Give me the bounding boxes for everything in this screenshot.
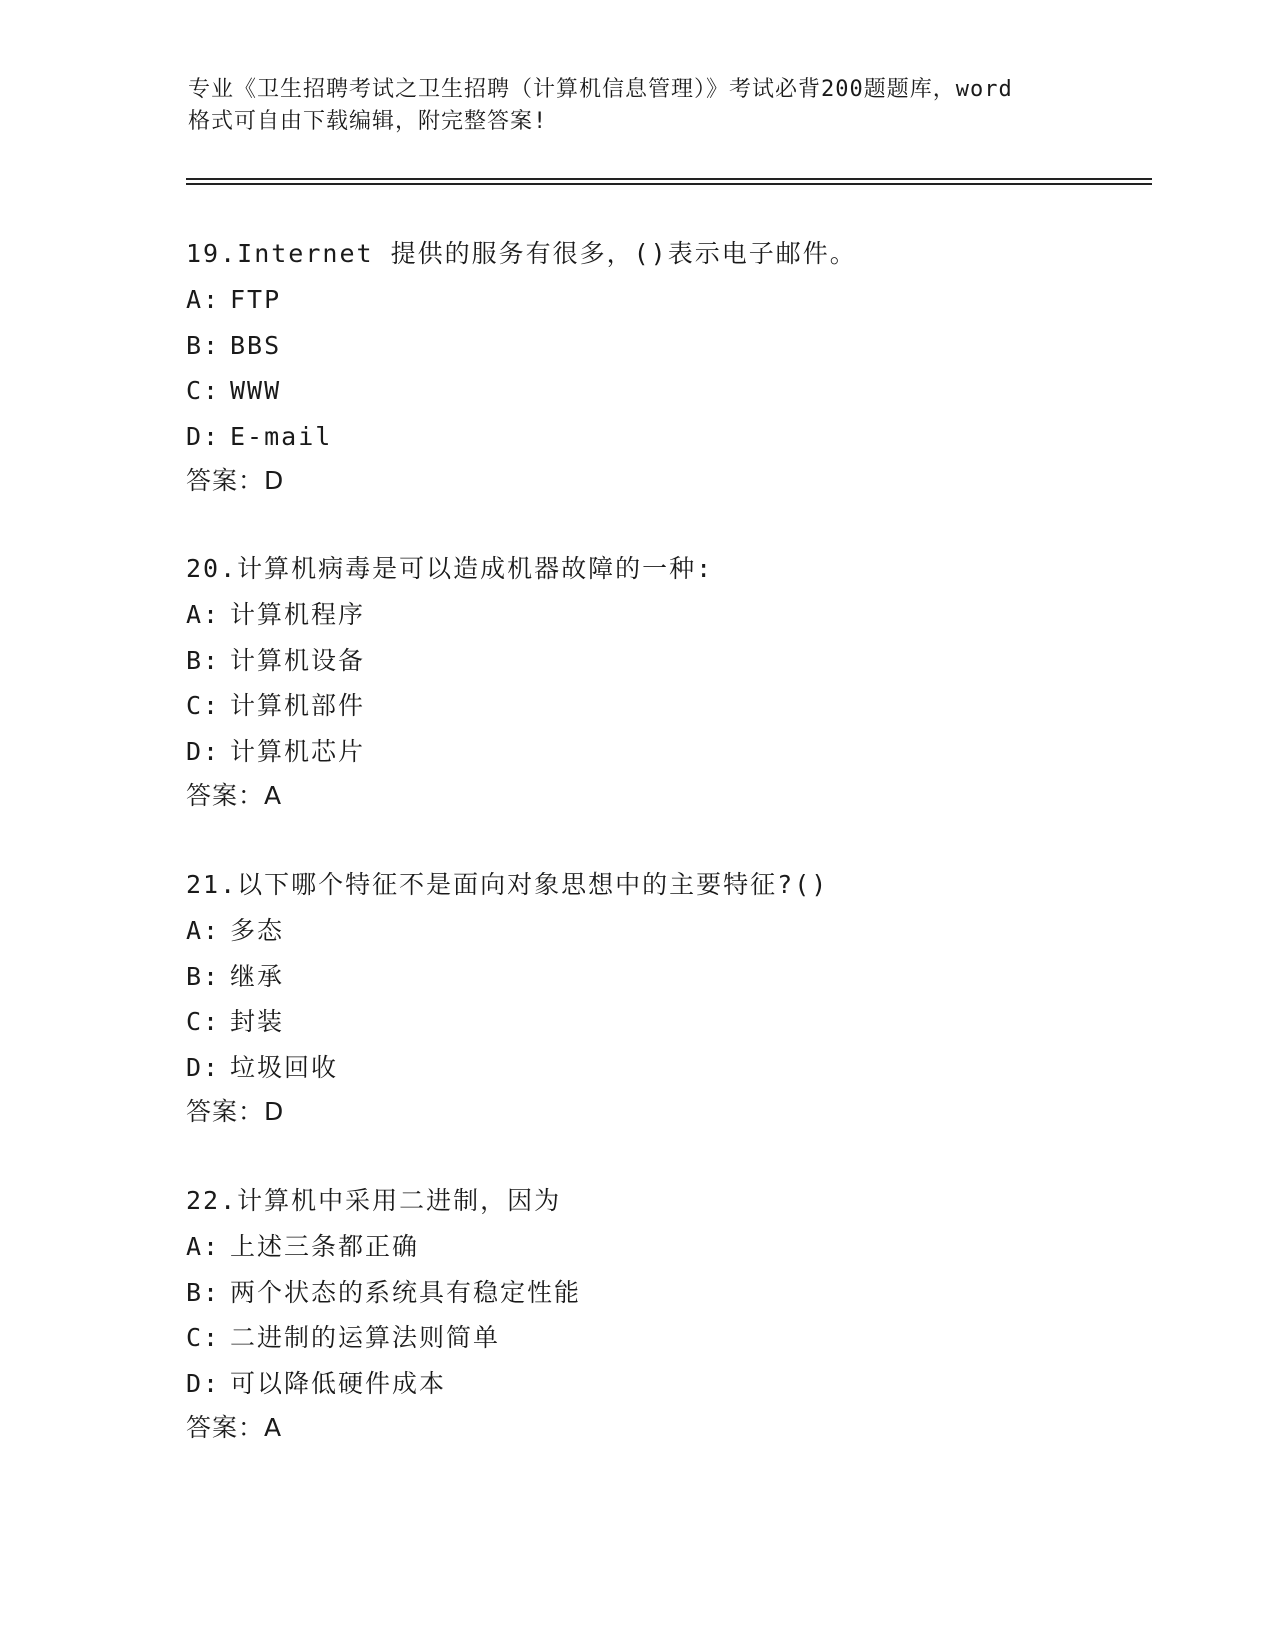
option-a [186,1224,1146,1270]
option-text: 多态 [230,916,285,945]
question-title: 20.计算机病毒是可以造成机器故障的一种: [186,554,714,583]
option-letter: B: [186,645,221,675]
header-divider-bottom [186,183,1152,185]
question-22 [186,1178,1146,1450]
header-divider-top [186,178,1152,180]
option-d [186,414,1146,460]
answer: 答案：A [186,781,283,810]
option-text: E-mail [230,421,333,451]
option-letter: C: [186,691,221,720]
option-letter: D: [186,1368,221,1398]
question-title: 21.以下哪个特征不是面向对象思想中的主要特征?() [186,870,829,899]
question-19 [186,231,1146,503]
option-text: FTP [230,285,282,314]
option-c [186,368,1146,414]
option-a [186,277,1146,323]
option-text: 两个状态的系统具有稳定性能 [230,1277,582,1307]
option-text: 计算机芯片 [230,736,366,766]
option-c [186,683,1146,729]
option-letter: B: [186,330,221,360]
option-letter: D: [186,421,221,451]
option-b [186,323,1146,369]
option-letter: D: [186,736,221,766]
option-text: 上述三条都正确 [230,1232,420,1261]
option-b [186,638,1146,684]
option-b [186,1270,1146,1316]
option-a [186,592,1146,638]
option-text: 继承 [230,961,285,991]
option-text: 二进制的运算法则简单 [230,1323,501,1352]
option-letter: D: [186,1052,221,1082]
answer: 答案：D [186,1097,285,1126]
option-text: WWW [230,376,282,405]
document-header [188,74,1088,138]
option-d [186,729,1146,775]
option-b [186,954,1146,1000]
question-21 [186,862,1146,1134]
header-line-1: 专业《卫生招聘考试之卫生招聘（计算机信息管理）》考试必背200题题库，word [188,77,1013,102]
answer: 答案：A [186,1413,283,1442]
answer: 答案：D [186,466,285,495]
question-20 [186,546,1146,818]
option-letter: C: [186,376,221,405]
option-letter: A: [186,1232,221,1261]
option-letter: A: [186,600,221,629]
option-letter: C: [186,1007,221,1036]
header-line-2: 格式可自由下载编辑，附完整答案! [188,109,548,134]
option-letter: A: [186,285,221,314]
option-text: 垃圾回收 [230,1052,339,1082]
option-text: 计算机部件 [230,691,366,720]
option-letter: A: [186,916,221,945]
option-text: 计算机程序 [230,600,366,629]
option-letter: C: [186,1323,221,1352]
option-letter: B: [186,961,221,991]
question-title: 22.计算机中采用二进制，因为 [186,1186,562,1215]
option-c [186,999,1146,1045]
option-text: 计算机设备 [230,645,366,675]
option-text: 可以降低硬件成本 [230,1368,447,1398]
option-letter: B: [186,1277,221,1307]
option-text: 封装 [230,1007,285,1036]
option-d [186,1045,1146,1091]
option-c [186,1315,1146,1361]
option-a [186,908,1146,954]
question-title: 19.Internet 提供的服务有很多，()表示电子邮件。 [186,239,857,268]
option-d [186,1361,1146,1407]
option-text: BBS [230,330,282,360]
